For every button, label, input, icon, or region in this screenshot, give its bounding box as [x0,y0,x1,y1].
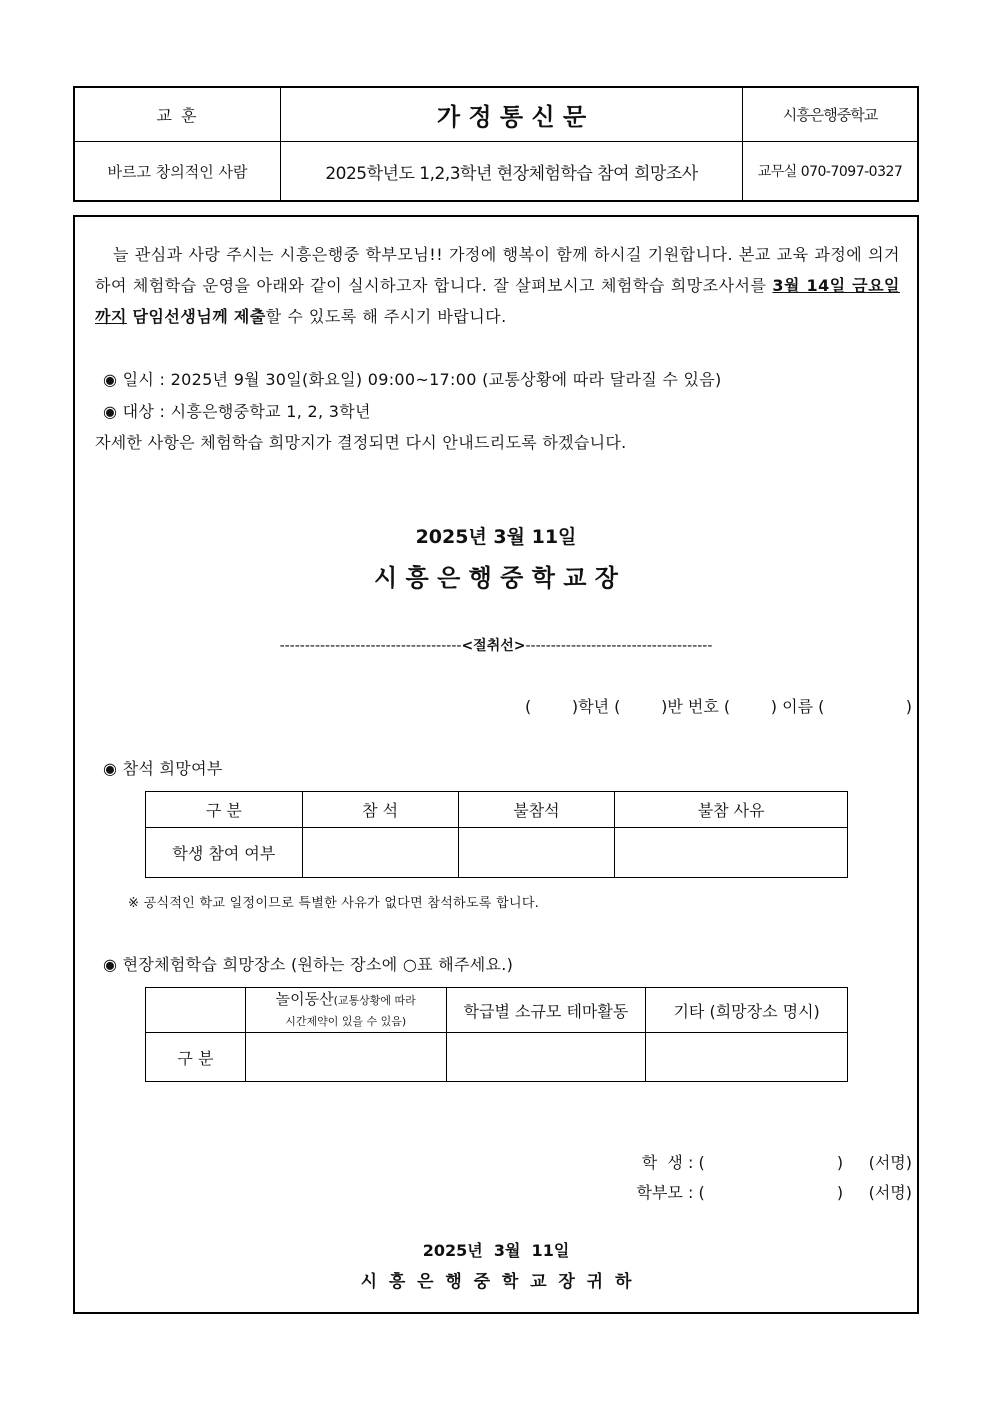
event-target: 대상 : 시흥은행중학교 1, 2, 3학년 [122,402,371,421]
attendance-table [145,791,848,878]
absent-cell[interactable] [458,828,615,878]
absent-reason-cell[interactable] [615,828,848,878]
row-label-category: 구 분 [146,1033,246,1082]
attendance-heading: ◉ 참석 희망여부 [103,759,223,778]
col-other: 기타 (희망장소 명시) [646,988,848,1033]
row-label-participation: 학생 참여 여부 [146,828,303,878]
intro-text-1: 늘 관심과 사랑 주시는 시흥은행중 학부모님!! 가정에 행복이 함께 하시길 기원합니다. 본교 교육 과정에 의거하여 체험학습 운영을 아래와 같이 실시하고자 합니다. 잘 살펴보시고 체험학습 희망조사서를 [95,245,900,295]
issue-date: 2025년 3월 11일 [415,526,577,548]
target-line [103,399,371,422]
preference-heading: ◉ 현장체험학습 희망장소 (원하는 장소에 ○표 해주세요.) [103,955,514,974]
cut-line: ------------------------------------<절취선>------------------------------------- [279,638,713,654]
parent-signature: 학부모 : ( ) (서명) [636,1183,912,1202]
intro-text-2: 할 수 있도록 해 주시기 바랍니다. [265,307,507,326]
class-theme-cell[interactable] [446,1033,646,1082]
bullet-icon: ◉ [103,402,118,421]
preference-table [145,987,848,1082]
attendance-footnote: ※ 공식적인 학교 일정이므로 특별한 사유가 없다면 참석하도록 합니다. [128,896,540,911]
page-title: 가 정 통 신 문 [436,103,587,131]
cut-line-label: <절취선> [461,638,526,654]
col-absent-reason: 불참 사유 [615,792,848,828]
event-date: 일시 : 2025년 9월 30일(화요일) 09:00~17:00 (교통상황에 따라 달라질 수 있음) [122,370,722,389]
attend-cell[interactable] [302,828,458,878]
recipient-text-2: 제출 [233,307,266,326]
col-absent: 불참석 [458,792,615,828]
empty-header-cell [146,988,246,1033]
amusement-park-cell[interactable] [245,1033,446,1082]
school-name: 시흥은행중학교 [782,106,878,124]
intro-paragraph [95,239,900,332]
col-category: 구 분 [146,792,303,828]
closing-addressee: 시 흥 은 행 중 학 교 장 귀 하 [360,1272,632,1292]
student-signature: 학 생 : ( ) (서명) [641,1153,912,1172]
col-attend: 참 석 [302,792,458,828]
details-note: 자세한 사항은 체험학습 희망지가 결정되면 다시 안내드리도록 하겠습니다. [95,433,627,452]
school-motto: 바르고 창의적인 사람 [107,162,248,181]
col-amusement-park: 놀이동산(교통상황에 따라 시간제약이 있을 수 있음) [245,988,446,1033]
issuer-name: 시 흥 은 행 중 학 교 장 [374,564,618,592]
motto-label: 교 훈 [156,106,199,125]
date-line [103,367,722,390]
bullet-icon: ◉ [103,955,118,974]
header-table [73,86,919,202]
office-contact: 교무실 070-7097-0327 [757,164,903,180]
student-info-line: ( )학년 ( )반 번호 ( ) 이름 ( ) [525,697,912,716]
bullet-icon: ◉ [103,370,118,389]
other-cell[interactable] [646,1033,848,1082]
closing-date: 2025년 3월 11일 [422,1241,570,1260]
notice-subject: 2025학년도 1,2,3학년 현장체험학습 참여 희망조사 [325,163,698,184]
col-class-theme: 학급별 소규모 테마활동 [446,988,646,1033]
deadline-text: 3월 14일 금요일까지 [95,276,900,326]
recipient-text-1: 담임선생님께 [132,307,229,326]
bullet-icon: ◉ [103,759,118,778]
